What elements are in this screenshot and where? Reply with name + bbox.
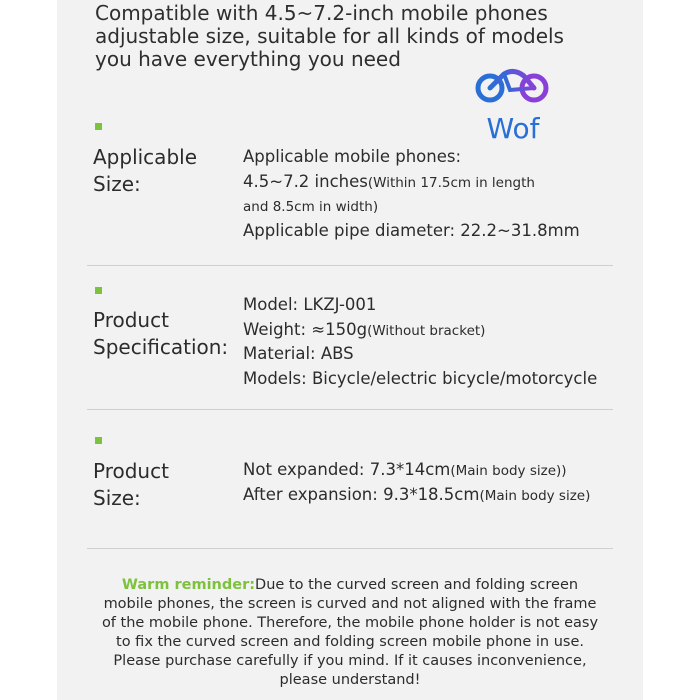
section-divider xyxy=(87,409,613,410)
value-line: 4.5~7.2 inches(Within 17.5cm in length xyxy=(243,171,535,191)
value-line: and 8.5cm in width) xyxy=(243,199,379,215)
intro-text xyxy=(95,2,564,71)
section-divider xyxy=(87,548,613,549)
intro-line: Compatible with 4.5~7.2-inch mobile phones xyxy=(95,1,548,25)
bicycle-logo-icon xyxy=(470,64,556,150)
section-bullet xyxy=(95,287,102,294)
value-line: Not expanded: 7.3*14cm(Main body size)) xyxy=(243,460,567,479)
value-line: After expansion: 9.3*18.5cm(Main body size) xyxy=(243,484,591,504)
intro-line: adjustable size, suitable for all kinds of models xyxy=(95,24,564,48)
section-values xyxy=(243,458,590,507)
section-label: Applicable Size: xyxy=(93,145,197,196)
section-label: Product Specification: xyxy=(93,308,229,359)
section-values xyxy=(243,293,597,391)
section-divider xyxy=(87,265,613,266)
section-bullet xyxy=(95,437,102,444)
warm-reminder: Warm reminder:Due to the curved screen and folding screen mobile phones, the screen is curved and not aligned with the frame of the mobile phone. Therefore, the mobile phone holder is not easy to fix the curved screen and folding screen mobile phone in use. Please purchase carefully if you mind. If it causes inconvenience, please understand! xyxy=(101,577,599,688)
logo-text: Wof xyxy=(486,112,540,145)
value-line: Weight: ≈150g(Without bracket) xyxy=(243,319,486,339)
reminder-lead: Warm reminder: xyxy=(121,577,256,593)
value-line: Applicable mobile phones: xyxy=(243,147,462,166)
intro-line: you have everything you need xyxy=(95,47,401,71)
section-label: Product Size: xyxy=(93,459,169,510)
value-line: Material: ABS xyxy=(243,344,354,363)
brand-logo xyxy=(470,64,556,150)
value-line: Model: LKZJ-001 xyxy=(243,295,377,314)
value-line: Applicable pipe diameter: 22.2~31.8mm xyxy=(243,220,580,240)
section-values xyxy=(243,145,580,243)
section-bullet xyxy=(95,123,102,130)
value-line: Models: Bicycle/electric bicycle/motorcycle xyxy=(243,368,598,388)
